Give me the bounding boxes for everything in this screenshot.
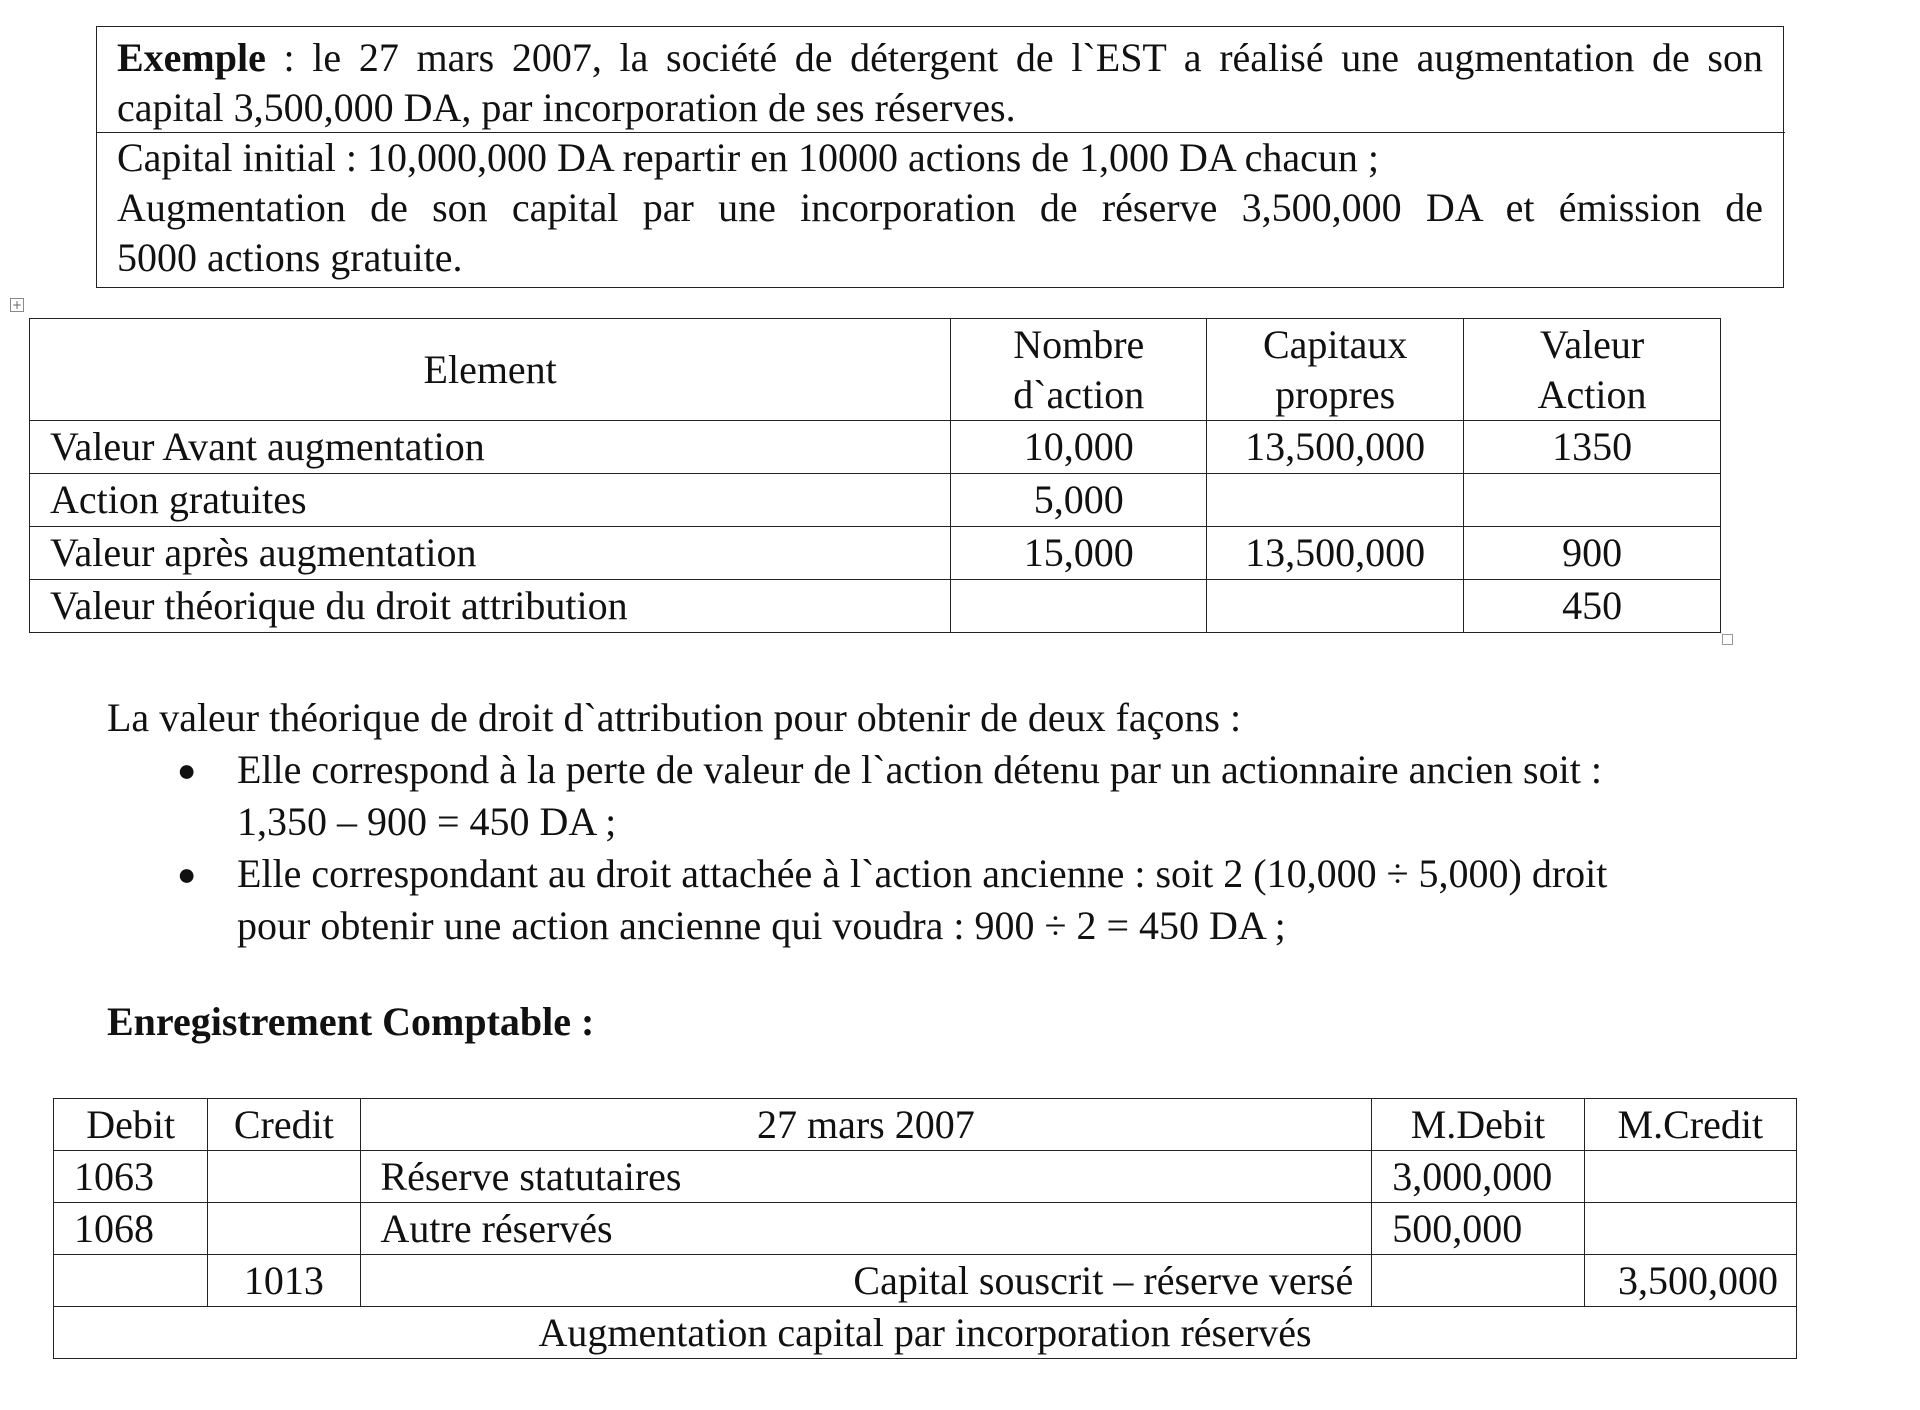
- cell-element: Valeur après augmentation: [30, 527, 951, 580]
- table-row: [54, 1151, 1797, 1203]
- table-row: [30, 421, 1721, 474]
- cell-capitaux: [1207, 580, 1464, 633]
- journal-header-row: [54, 1099, 1797, 1151]
- header-nombre: [951, 319, 1207, 421]
- cell-element: Action gratuites: [30, 474, 951, 527]
- cell-m-debit: [1372, 1255, 1584, 1307]
- cell-valeur: 450: [1464, 580, 1721, 633]
- journal-footer: Augmentation capital par incorporation réservés: [54, 1307, 1797, 1359]
- list-item: [107, 848, 1747, 952]
- bullet-1-line-1: Elle correspond à la perte de valeur de l`action détenu par un actionnaire ancien soit :: [237, 747, 1602, 792]
- example-line-3: Capital initial : 10,000,000 DA repartir en 10000 actions de 1,000 DA chacun ;: [117, 135, 1379, 180]
- cell-element: Valeur théorique du droit attribution: [30, 580, 951, 633]
- table-row: [54, 1203, 1797, 1255]
- header-capitaux-line1: Capitaux: [1262, 321, 1408, 367]
- table-move-handle-icon[interactable]: +: [11, 298, 23, 312]
- example-divider: [96, 132, 1785, 133]
- cell-m-credit: [1584, 1151, 1796, 1203]
- explanation-list: [107, 744, 1757, 952]
- bullet-2-line-1: Elle correspondant au droit attachée à l`action ancienne : soit 2 (10,000 ÷ 5,000) droit: [237, 851, 1608, 896]
- table-resize-handle[interactable]: [1722, 634, 1733, 645]
- cell-m-credit: 3,500,000: [1584, 1255, 1796, 1307]
- cell-nombre: 10,000: [951, 421, 1207, 474]
- cell-nombre: 5,000: [951, 474, 1207, 527]
- bullet-icon: ●: [177, 856, 197, 892]
- cell-debit: 1068: [54, 1203, 208, 1255]
- cell-valeur: 900: [1464, 527, 1721, 580]
- bullet-icon: ●: [177, 752, 197, 788]
- bullet-2-line-2: pour obtenir une action ancienne qui voudra : 900 ÷ 2 = 450 DA ;: [237, 903, 1286, 948]
- example-bold-label: Exemple: [117, 35, 266, 80]
- table-row: [30, 474, 1721, 527]
- header-debit: Debit: [54, 1099, 208, 1151]
- cell-m-debit: 3,000,000: [1372, 1151, 1584, 1203]
- cell-label: Réserve statutaires: [360, 1151, 1372, 1203]
- header-valeur-line1: Valeur: [1539, 321, 1645, 367]
- table-row: [30, 580, 1721, 633]
- explanation-intro: La valeur théorique de droit d`attribution pour obtenir de deux façons :: [107, 695, 1242, 740]
- list-item: [107, 744, 1747, 848]
- cell-capitaux: 13,500,000: [1207, 421, 1464, 474]
- header-nombre-line1: Nombre: [1013, 321, 1145, 367]
- header-capitaux-line2: propres: [1275, 371, 1396, 417]
- example-line-1-text: : le 27 mars 2007, la société de détergent de l`EST a réalisé une augmentation de son: [265, 35, 1763, 80]
- header-element: [30, 319, 951, 421]
- cell-debit: [54, 1255, 208, 1307]
- journal-footer-row: [54, 1307, 1797, 1359]
- cell-valeur: 1350: [1464, 421, 1721, 474]
- example-box: [96, 26, 1784, 288]
- section-heading: Enregistrement Comptable :: [107, 999, 595, 1044]
- cell-credit: [208, 1203, 360, 1255]
- header-date: 27 mars 2007: [360, 1099, 1372, 1151]
- header-valeur-line2: Action: [1537, 371, 1647, 417]
- journal-table: [53, 1098, 1797, 1359]
- cell-debit: 1063: [54, 1151, 208, 1203]
- table-row: [54, 1255, 1797, 1307]
- header-element-label: Element: [423, 346, 557, 392]
- example-line-5: 5000 actions gratuite.: [117, 235, 463, 280]
- cell-m-credit: [1584, 1203, 1796, 1255]
- example-line-2: capital 3,500,000 DA, par incorporation de ses réserves.: [117, 85, 1016, 130]
- cell-element: Valeur Avant augmentation: [30, 421, 951, 474]
- cell-nombre: [951, 580, 1207, 633]
- cell-m-debit: 500,000: [1372, 1203, 1584, 1255]
- header-capitaux: [1207, 319, 1464, 421]
- valuation-table: [29, 318, 1721, 633]
- explanation: [107, 692, 1757, 952]
- cell-capitaux: 13,500,000: [1207, 527, 1464, 580]
- bullet-1-line-2: 1,350 – 900 = 450 DA ;: [237, 799, 617, 844]
- cell-label: Capital souscrit – réserve versé: [360, 1255, 1372, 1307]
- cell-credit: 1013: [208, 1255, 360, 1307]
- header-m-credit: M.Credit: [1584, 1099, 1796, 1151]
- header-m-debit: M.Debit: [1372, 1099, 1584, 1151]
- example-line-1: [117, 33, 1763, 83]
- cell-capitaux: [1207, 474, 1464, 527]
- cell-valeur: [1464, 474, 1721, 527]
- header-valeur: [1464, 319, 1721, 421]
- cell-label: Autre réservés: [360, 1203, 1372, 1255]
- cell-nombre: 15,000: [951, 527, 1207, 580]
- header-credit: Credit: [208, 1099, 360, 1151]
- cell-credit: [208, 1151, 360, 1203]
- example-line-4: Augmentation de son capital par une incorporation de réserve 3,500,000 DA et émission de: [117, 185, 1763, 230]
- header-nombre-line2: d`action: [1013, 371, 1145, 417]
- table-row: [30, 527, 1721, 580]
- valuation-header-row: [30, 319, 1721, 421]
